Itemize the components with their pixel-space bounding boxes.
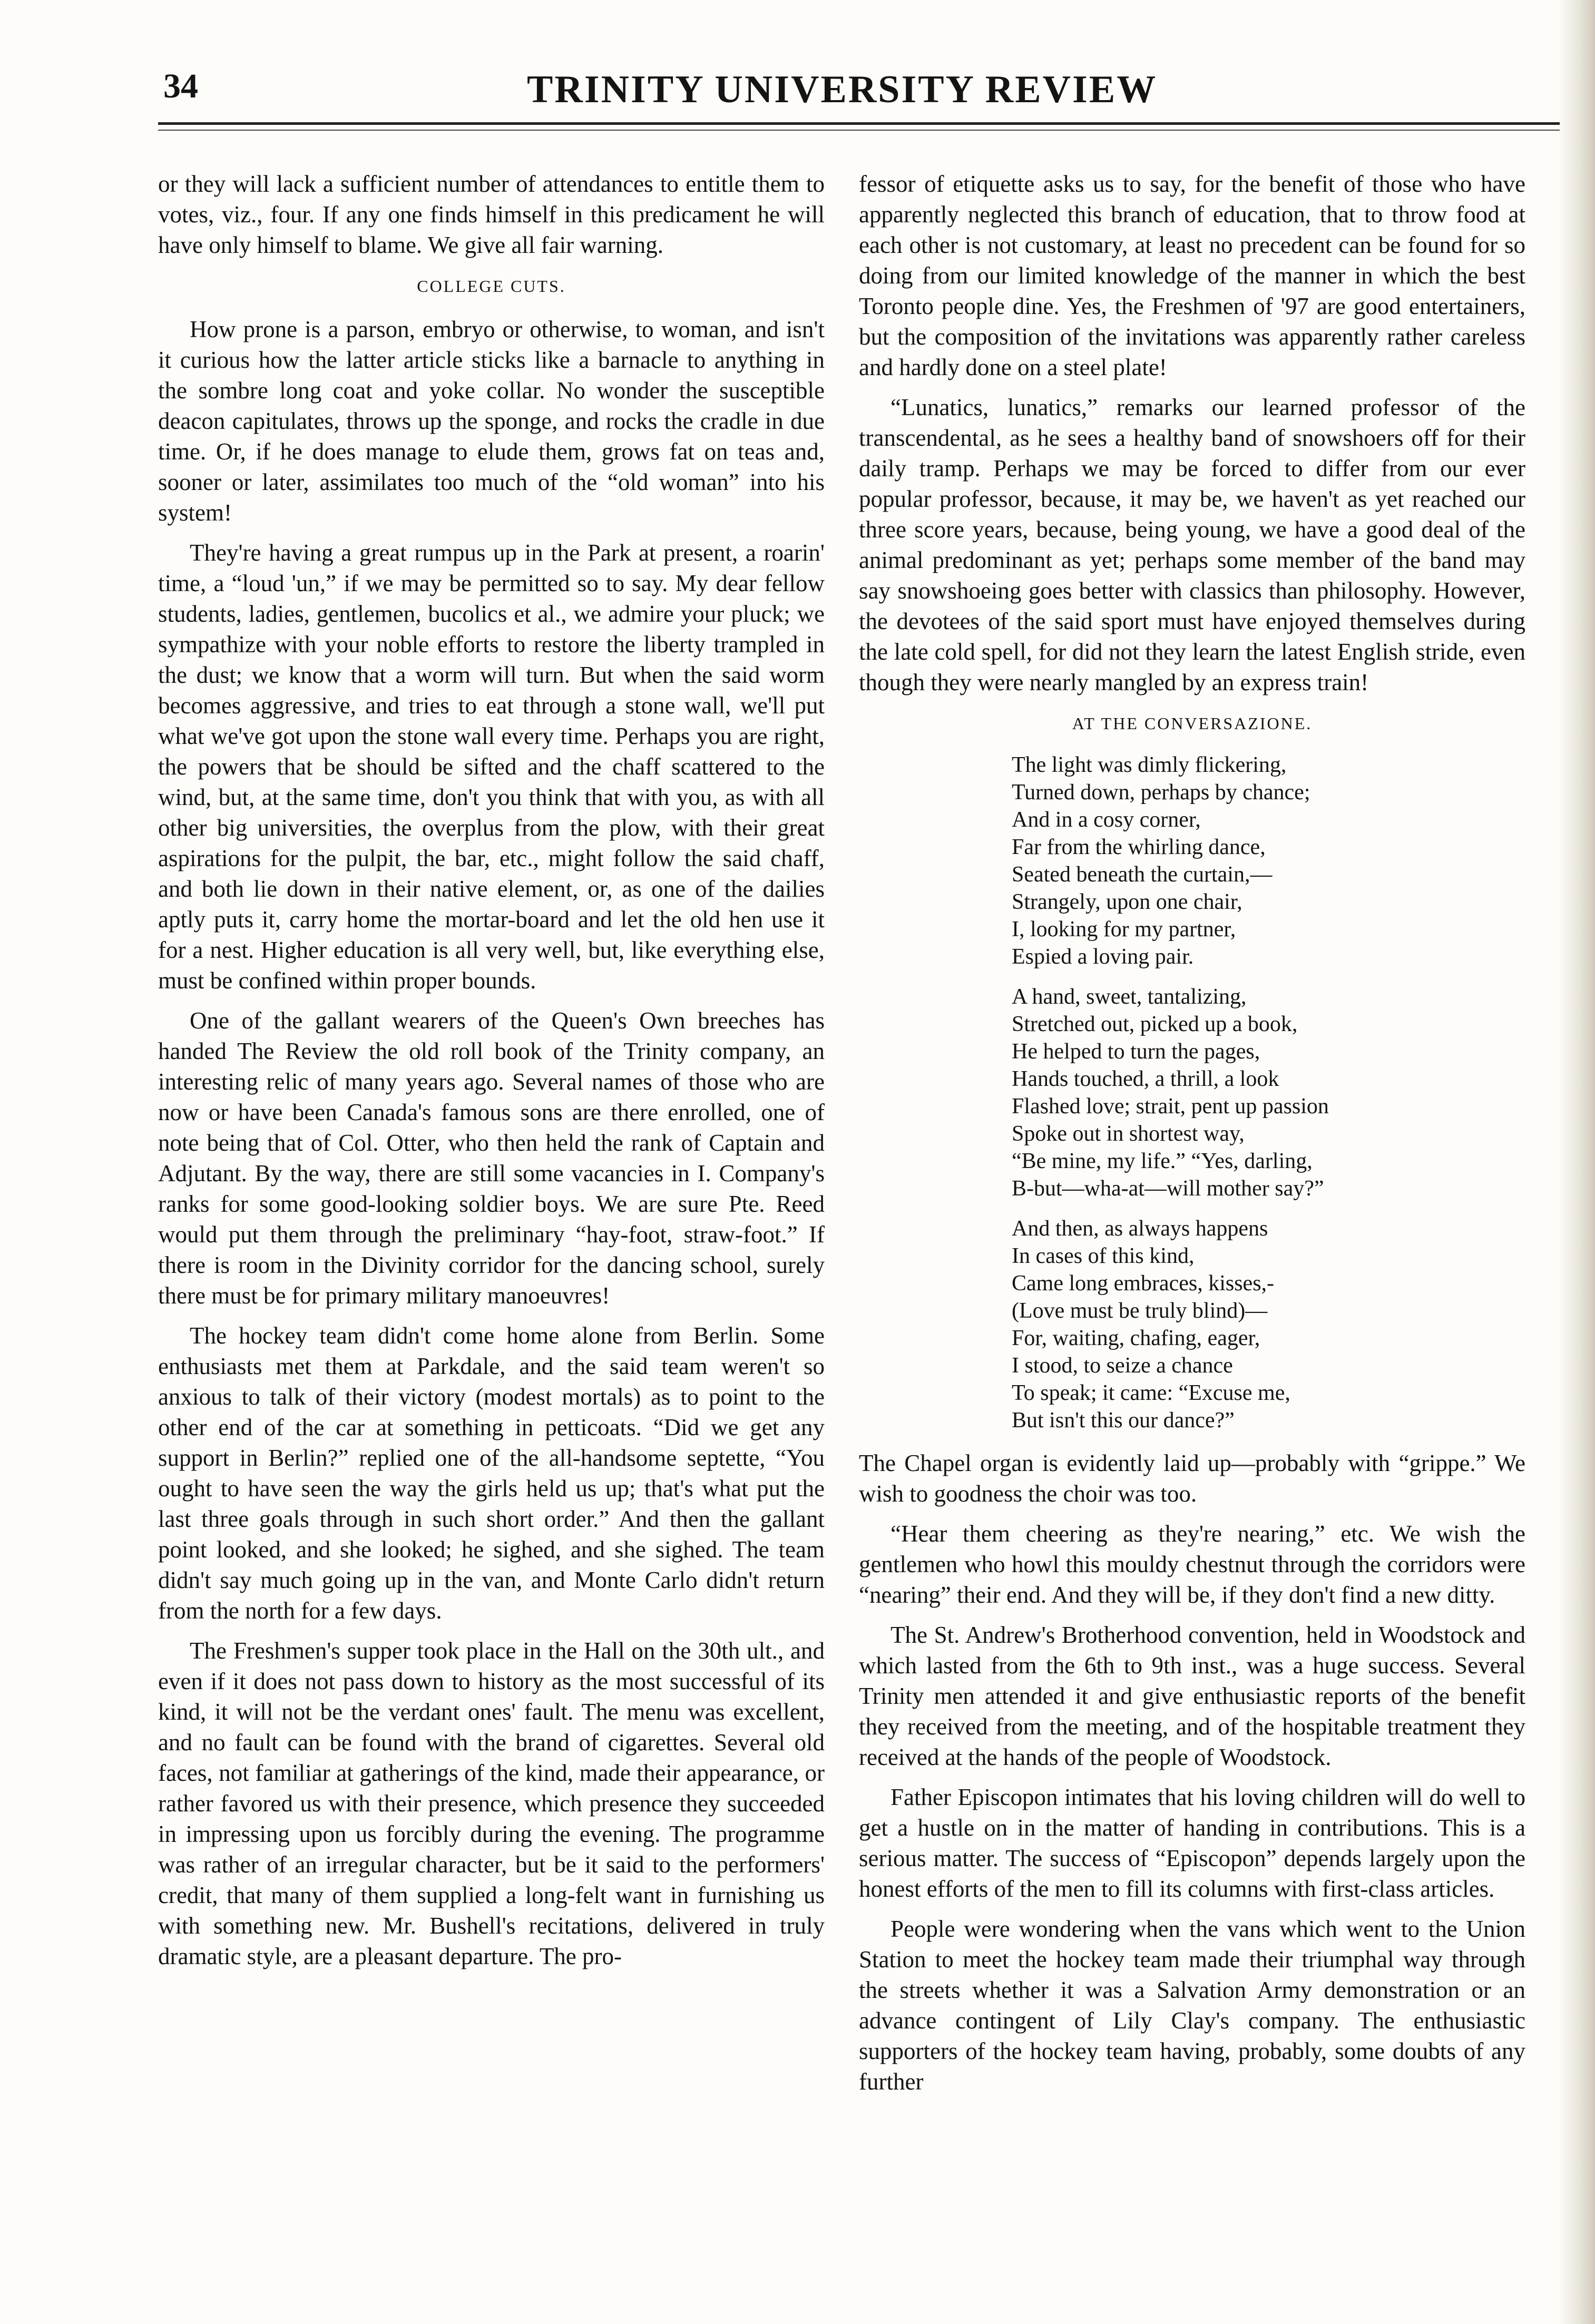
- paragraph-queens-own: One of the gallant wearers of the Queen's Own breeches has handed The Review the old roll book of the Trinity company, an interesting relic of many years ago. Several names of those who are now or have been Canada's famous sons are there enrolled, one of note being that of Col. Otter, who then held the rank of Captain and Adjutant. By the way, there are still some vacancies in I. Company's ranks for some good-looking soldier boys. We are sure Pte. Reed would put them through the preliminary “hay-foot, straw-foot.” If there is room in the Divinity corridor for the dancing school, surely there must be for primary military manoeuvres!: [158, 1007, 825, 1309]
- paragraph-park-rumpus: They're having a great rumpus up in the Park at present, a roarin' time, a “loud 'un,” if we may be permitted so to say. My dear fellow students, ladies, gentlemen, bucolics et al., we admire your pluck; we sympathize with your noble efforts to restore the liberty trampled in the dust; we know that a worm will turn. But when the said worm becomes aggressive, and tries to eat through a stone wall, we'll put what we've got upon the stone wall every time. Perhaps you are right, the powers that be should be sifted and the chaff scattered to the wind, but, at the same time, don't you think that with you, as with all other big universities, the overplus from the plow, with their great aspirations for the pulpit, the bar, etc., might follow the said chaff, and both lie down in their native element, or, as one of the dailies aptly puts it, carry home the mortar-board and let the old hen use it for a nest. Higher education is all very well, but, like everything else, must be confined within proper bounds.: [158, 540, 825, 994]
- poem-line: “Be mine, my life.” “Yes, darling,: [1012, 1149, 1313, 1173]
- poem-line: Strangely, upon one chair,: [1012, 890, 1242, 914]
- paragraph-parson: How prone is a parson, embryo or otherwise, to woman, and isn't it curious how the latter article sticks like a barnacle to anything in the sombre long coat and yoke collar. No wonder the susceptible deacon capitulates, throws up the sponge, and rocks the cradle in due time. Or, if he does manage to elude them, grows fat on teas and, sooner or later, assimilates too much of the “old woman” into his system!: [158, 316, 825, 526]
- paragraph-episcopon: Father Episcopon intimates that his loving children will do well to get a hustle on in the matter of handing in contributions. This is a serious matter. The success of “Episcopon” depends largely upon the honest efforts of the men to fill its columns with first-class articles.: [859, 1784, 1525, 1902]
- header-rule-thin: [158, 130, 1560, 131]
- poem-line: Came long embraces, kisses,-: [1012, 1271, 1275, 1296]
- poem-heading: AT THE CONVERSAZIONE.: [1072, 714, 1313, 733]
- paragraph-vans: People were wondering when the vans which went to the Union Station to meet the hockey team made their triumphal way through the streets whether it was a Salvation Army demonstration or an advance contingent of Lily Clay's company. The enthusiastic supporters of the hockey team having, probably, some doubts of any further: [859, 1916, 1525, 2095]
- poem-line: Spoke out in shortest way,: [1012, 1122, 1245, 1146]
- page-number: 34: [163, 67, 198, 105]
- paragraph-lunatics: “Lunatics, lunatics,” remarks our learned professor of the transcendental, as he sees a healthy band of snowshoers off for their daily tramp. Perhaps we may be forced to differ from our ever popular professor, because, it may be, we haven't as yet reached our three score years, because, being young, we have a good deal of the animal predominant as yet; perhaps some member of the band may say snowshoeing goes better with classics than philosophy. However, the devotees of the said sport must have enjoyed themselves during the late cold spell, for did not they learn the latest English stride, even though they were nearly mangled by an express train!: [859, 394, 1525, 695]
- poem-conversazione: [1012, 751, 1525, 1434]
- paragraph-etiquette: fessor of etiquette asks us to say, for the benefit of those who have apparently neglected this branch of education, that to throw food at each other is not customary, at least no precedent can be found for so doing from our limited knowledge of the manner in which the best Toronto people dine. Yes, the Freshmen of '97 are good entertainers, but the composition of the invitations was apparently rather careless and hardly done on a steel plate!: [859, 171, 1525, 380]
- running-title: TRINITY UNIVERSITY REVIEW: [527, 68, 1158, 111]
- paragraph-freshmen-supper: The Freshmen's supper took place in the Hall on the 30th ult., and even if it does not pass down to history as the most successful of its kind, it will not be the verdant ones' fault. The menu was excellent, and no fault can be found with the brand of cigarettes. Several old faces, not familiar at gatherings of the kind, made their appearance, or rather favored us with their presence, which presence they succeeded in impressing upon us forcibly during the evening. The programme was rather of an irregular character, but be it said to the performers' credit, that many of them supplied a long-felt want in furnishing us with something new. Mr. Bushell's recitations, delivered in truly dramatic style, are a pleasant departure. The pro-: [158, 1637, 825, 1969]
- header-rule: [158, 122, 1560, 125]
- paragraph-attendance-warning: or they will lack a sufficient number of attendances to entitle them to votes, viz., four. If any one finds himself in this predicament he will have only himself to blame. We give all fair warning.: [158, 171, 825, 258]
- poem-line: To speak; it came: “Excuse me,: [1012, 1381, 1290, 1405]
- paragraph-hockey-berlin: The hockey team didn't come home alone from Berlin. Some enthusiasts met them at Parkdale, and the said team weren't so anxious to talk of their victory (modest mortals) as to point to the other end of the car at something in petticoats. “Did we get any support in Berlin?” replied one of the all-handsome septette, “You ought to have seen the way the girls held us up; that's what put the last three goals through in such short order.” And then the gallant point looked, and she looked; he sighed, and she sighed. The team didn't say much going up in the van, and Monte Carlo didn't return from the north for a few days.: [158, 1322, 825, 1624]
- page-edge-shadow: [1558, 0, 1595, 2324]
- poem-line: Turned down, perhaps by chance;: [1012, 780, 1310, 805]
- poem-line: I, looking for my partner,: [1012, 917, 1236, 942]
- poem-line: A hand, sweet, tantalizing,: [1012, 985, 1247, 1009]
- poem-line: And in a cosy corner,: [1012, 808, 1201, 832]
- poem-line: Seated beneath the curtain,—: [1012, 862, 1273, 887]
- poem-line: For, waiting, chafing, eager,: [1012, 1326, 1260, 1350]
- poem-line: And then, as always happens: [1012, 1217, 1268, 1241]
- poem-stanza-1: [1012, 751, 1525, 970]
- poem-line: Espied a loving pair.: [1012, 945, 1194, 969]
- poem-line: Flashed love; strait, pent up passion: [1012, 1094, 1329, 1119]
- paragraph-chapel-organ: The Chapel organ is evidently laid up—probably with “grippe.” We wish to goodness the choir was too.: [859, 1450, 1525, 1507]
- poem-line: Hands touched, a thrill, a look: [1012, 1067, 1279, 1091]
- poem-line: The light was dimly flickering,: [1012, 753, 1287, 777]
- poem-stanza-3: [1012, 1215, 1525, 1434]
- poem-line: He helped to turn the pages,: [1012, 1040, 1260, 1064]
- page-header: [158, 62, 1528, 120]
- poem-line: But isn't this our dance?”: [1012, 1408, 1235, 1433]
- poem-stanza-2: [1012, 983, 1525, 1202]
- poem-line: I stood, to seize a chance: [1012, 1354, 1233, 1378]
- paragraph-brotherhood: The St. Andrew's Brotherhood convention, held in Woodstock and which lasted from the 6th to 9th inst., was a huge success. Several Trinity men attended it and give enthusiastic reports of the benefit they received from the meeting, and of the hospitable treatment they received at the hands of the people of Woodstock.: [859, 1622, 1525, 1770]
- paragraph-cheering: “Hear them cheering as they're nearing,” etc. We wish the gentlemen who howl this mouldy chestnut through the corridors were “nearing” their end. And they will be, if they don't find a new ditty.: [859, 1521, 1525, 1608]
- poem-line: In cases of this kind,: [1012, 1244, 1195, 1268]
- poem-line: Far from the whirling dance,: [1012, 835, 1266, 859]
- left-column: [158, 169, 825, 1981]
- poem-line: Stretched out, picked up a book,: [1012, 1012, 1298, 1036]
- right-column: [859, 169, 1525, 2106]
- poem-line: B-but—wha-at—will mother say?”: [1012, 1176, 1324, 1201]
- poem-line: (Love must be truly blind)—: [1012, 1299, 1268, 1323]
- section-heading-college-cuts: COLLEGE CUTS.: [417, 277, 566, 296]
